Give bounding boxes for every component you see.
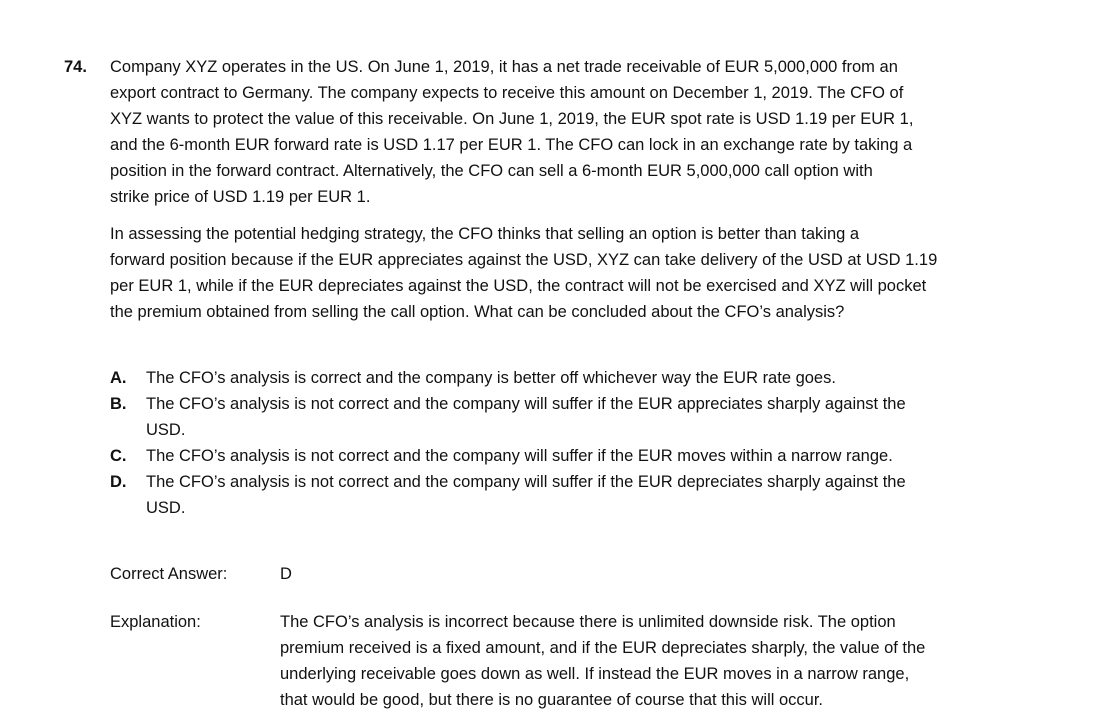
option-text: The CFO’s analysis is not correct and the company will suffer if the EUR appreciates sharply against the [146,395,906,413]
text-line: per EUR 1, while if the EUR depreciates against the USD, the contract will not be exercised and XYZ will pocket [110,277,927,295]
question-number: 74. [64,58,87,76]
text-line: forward position because if the EUR appreciates against the USD, XYZ can take delivery of the USD at USD 1.19 [110,251,938,269]
option-text: USD. [146,499,186,517]
text-line: the premium obtained from selling the call option. What can be concluded about the CFO’s analysis? [110,303,845,321]
answer-options [110,365,1010,521]
option-letter: C. [110,447,127,465]
option-c [110,443,1010,469]
text-line: that would be good, but there is no guarantee of course that this will occur. [280,691,824,709]
option-text: The CFO’s analysis is not correct and the company will suffer if the EUR moves within a narrow range. [146,447,893,465]
option-a [110,365,1010,391]
text-line: XYZ wants to protect the value of this receivable. On June 1, 2019, the EUR spot rate is USD 1.19 per EUR 1, [110,110,914,128]
text-line: In assessing the potential hedging strategy, the CFO thinks that selling an option is better than taking a [110,225,860,243]
text-line: and the 6-month EUR forward rate is USD 1.17 per EUR 1. The CFO can lock in an exchange rate by taking a [110,136,913,154]
correct-answer-value: D [280,565,292,583]
option-d [110,469,1010,521]
explanation-label: Explanation: [110,613,201,631]
correct-answer-label: Correct Answer: [110,565,228,583]
text-line: underlying receivable goes down as well. If instead the EUR moves in a narrow range, [280,665,910,683]
option-text: The CFO’s analysis is not correct and the company will suffer if the EUR depreciates sharply against the [146,473,906,491]
question-paragraph-1 [110,54,1010,210]
option-letter: A. [110,369,127,387]
text-line: The CFO’s analysis is incorrect because there is unlimited downside risk. The option [280,613,896,631]
text-line: position in the forward contract. Alternatively, the CFO can sell a 6-month EUR 5,000,000 call option with [110,162,873,180]
text-line: premium received is a fixed amount, and if the EUR depreciates sharply, the value of the [280,639,926,657]
question-paragraph-2 [110,221,1010,325]
option-text: USD. [146,421,186,439]
option-text: The CFO’s analysis is correct and the company is better off whichever way the EUR rate goes. [146,369,836,387]
option-letter: B. [110,395,127,413]
option-letter: D. [110,473,127,491]
text-line: strike price of USD 1.19 per EUR 1. [110,188,371,206]
text-line: Company XYZ operates in the US. On June 1, 2019, it has a net trade receivable of EUR 5,000,000 from an [110,58,898,76]
text-line: export contract to Germany. The company expects to receive this amount on December 1, 2019. The CFO of [110,84,904,102]
explanation-text [280,609,1040,713]
option-b [110,391,1010,443]
